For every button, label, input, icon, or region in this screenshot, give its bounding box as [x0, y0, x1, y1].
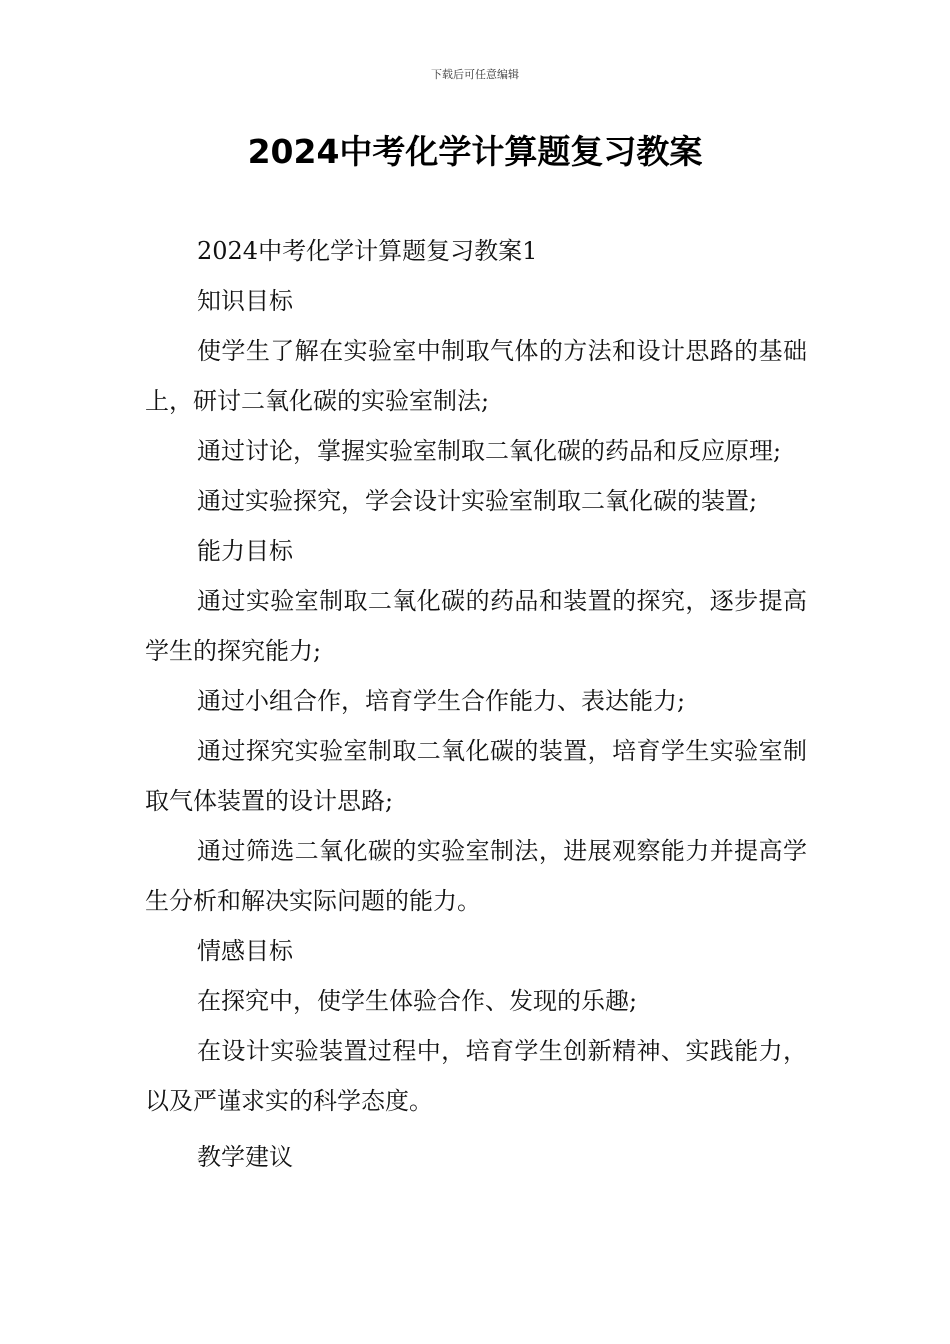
subheading-teaching-suggestions: 教学建议 [197, 1143, 293, 1171]
header-note: 下载后可任意编辑 [431, 68, 519, 81]
subheading-knowledge-goals: 知识目标 [197, 287, 293, 315]
document-body [145, 226, 807, 1182]
paragraph: 在设计实验装置过程中，培育学生创新精神、实践能力，以及严谨求实的科学态度。 [145, 1037, 807, 1115]
paragraph: 通过实验探究，学会设计实验室制取二氧化碳的装置; [197, 487, 758, 515]
paragraph: 在探究中，使学生体验合作、发现的乐趣; [197, 987, 638, 1015]
paragraph: 通过讨论，掌握实验室制取二氧化碳的药品和反应原理; [197, 437, 782, 465]
paragraph: 通过小组合作，培育学生合作能力、表达能力; [197, 687, 686, 715]
paragraph: 通过筛选二氧化碳的实验室制法，进展观察能力并提高学生分析和解决实际问题的能力。 [145, 837, 807, 915]
paragraph: 通过探究实验室制取二氧化碳的装置，培育学生实验室制取气体装置的设计思路; [145, 737, 807, 815]
paragraph: 通过实验室制取二氧化碳的药品和装置的探究，逐步提高学生的探究能力; [145, 587, 807, 665]
subheading-emotional-goals: 情感目标 [197, 937, 293, 965]
subheading-ability-goals: 能力目标 [197, 537, 293, 565]
paragraph: 使学生了解在实验室中制取气体的方法和设计思路的基础上，研讨二氧化碳的实验室制法; [145, 337, 807, 415]
document-title: 2024中考化学计算题复习教案 [247, 132, 703, 171]
section-heading: 2024中考化学计算题复习教案1 [197, 237, 538, 265]
